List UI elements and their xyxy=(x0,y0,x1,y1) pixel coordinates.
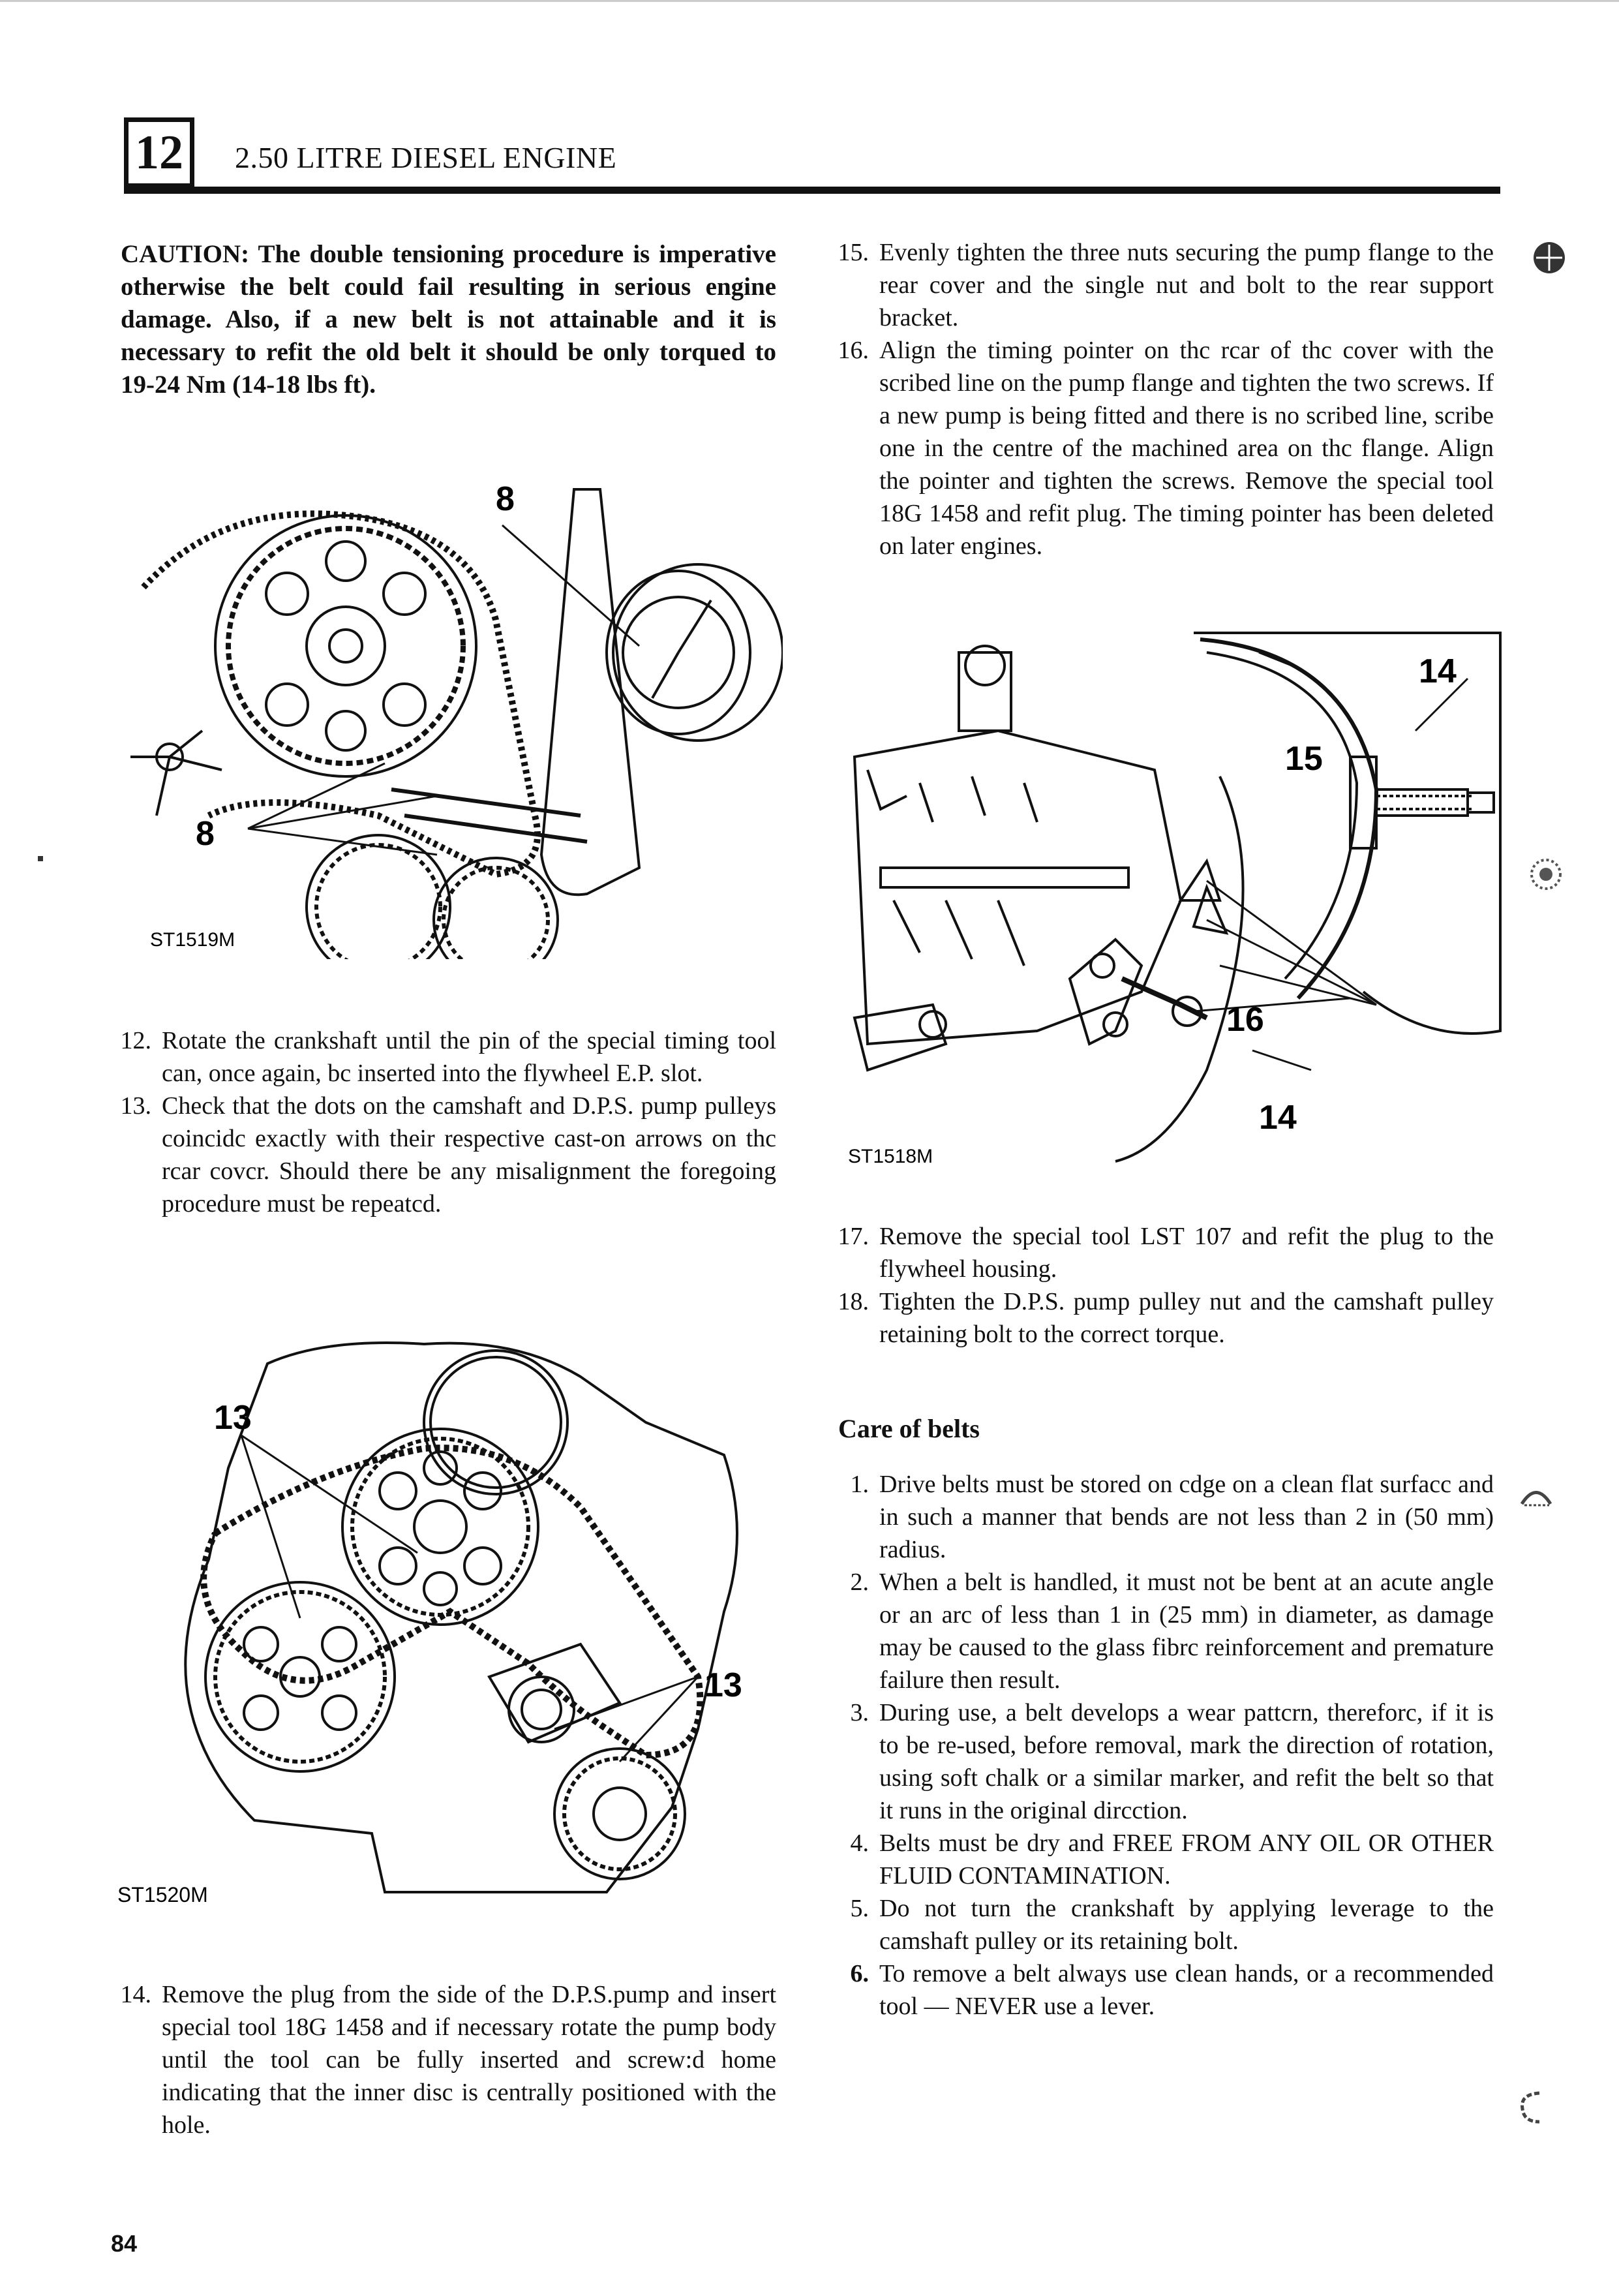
item-text: When a belt is handled, it must not be bent at an acute angle or an arc of less than 1 in (25 mm) in diameter, as damage may be caused to the glass fibrc reinforcement and premature failure then result. xyxy=(879,1569,1494,1694)
care-item-2 xyxy=(828,1566,1494,1696)
page-title: 2.50 LITRE DIESEL ENGINE xyxy=(235,141,617,174)
header-rule xyxy=(124,187,1500,194)
item-text: Do not turn the crankshaft by applying leverage to the camshaft pulley or its retaining bolt. xyxy=(879,1895,1494,1955)
top-border xyxy=(0,0,1619,2)
step-15 xyxy=(828,236,1494,334)
page-number: 84 xyxy=(111,2230,138,2257)
care-of-belts-heading: Care of belts xyxy=(838,1414,980,1443)
dps-pump-timing-drawing xyxy=(841,626,1507,1168)
item-number: 2. xyxy=(850,1569,869,1596)
care-item-5 xyxy=(828,1892,1494,1957)
steps-15-16 xyxy=(828,236,1494,562)
step-17 xyxy=(828,1220,1494,1285)
item-text: Belts must be dry and FREE FROM ANY OIL OR OTHER FLUID CONTAMINATION. xyxy=(879,1829,1494,1890)
steps-12-13 xyxy=(111,1024,776,1220)
callout-8-top: 8 xyxy=(496,480,515,518)
step-number: 16. xyxy=(838,337,869,364)
care-of-belts-list xyxy=(828,1468,1494,2023)
item-number: 6. xyxy=(850,1960,869,1987)
step-number: 17. xyxy=(838,1223,869,1250)
item-number: 4. xyxy=(850,1829,869,1857)
margin-mark-icon xyxy=(1513,2088,1552,2127)
step-text: Tighten the D.P.S. pump pulley nut and the camshaft pulley retaining bolt to the correct torque. xyxy=(879,1288,1494,1348)
engine-timing-tool-drawing xyxy=(130,450,783,959)
callout-15: 15 xyxy=(1285,740,1323,778)
item-text: During use, a belt develops a wear pattcrn, thereforc, if it is to be re-used, before removal, mark the direction of rotation, using soft chalk or a similar marker, and refit the belt so that it runs in the original dircction. xyxy=(879,1699,1494,1824)
figure-st1519m xyxy=(130,450,783,959)
margin-mark-icon xyxy=(1526,855,1566,894)
figure-st1520m xyxy=(111,1338,776,1925)
step-text: Align the timing pointer on thc rcar of thc cover with the scribed line on the pump flange and tighten the two screws. If a new pump is being fitted and there is no scribed line, scribe one in the centre of the machined area on thc flange. Align the pointer and tighten the screws. Remove the special tool 18G 1458 and refit plug. The timing pointer has been deleted on later engines. xyxy=(879,337,1494,560)
margin-mark-icon xyxy=(1530,238,1569,277)
callout-8-left: 8 xyxy=(196,815,215,853)
step-16 xyxy=(828,334,1494,562)
step-number: 12. xyxy=(120,1027,151,1054)
figure-code-st1518m: ST1518M xyxy=(848,1146,933,1167)
step-14 xyxy=(111,1978,776,2141)
steps-17-18 xyxy=(828,1220,1494,1351)
caution-note: CAUTION: The double tensioning procedure is imperative otherwise the belt could fail resulting in serious engine damage. Also, if a new belt is not attainable and it is necessary to refit the old belt it should be only torqued to 19-24 Nm (14-18 lbs ft). xyxy=(121,240,776,399)
step-18 xyxy=(828,1285,1494,1351)
front-cover-gears-drawing xyxy=(111,1338,776,1925)
figure-st1518m xyxy=(841,626,1507,1168)
figure-code-st1520m: ST1520M xyxy=(117,1883,208,1906)
care-item-3 xyxy=(828,1696,1494,1827)
item-text: Drive belts must be stored on cdge on a clean flat surfacc and in such a manner that bends are not less than 2 in (50 mm) radius. xyxy=(879,1471,1494,1563)
callout-16: 16 xyxy=(1226,1001,1264,1039)
care-item-4 xyxy=(828,1827,1494,1892)
callout-14-bottom: 14 xyxy=(1259,1099,1297,1137)
step-number: 13. xyxy=(120,1092,151,1120)
margin-mark-icon xyxy=(1517,1478,1556,1517)
step-text: Check that the dots on the camshaft and D.P.S. pump pulleys coincidc exactly with their respective cast-on arrows on thc rcar covcr. Should there be any misalignment the foregoing procedure must be repeatcd. xyxy=(162,1092,776,1217)
step-number: 15. xyxy=(838,239,869,266)
callout-13-left: 13 xyxy=(214,1399,252,1437)
item-text: To remove a belt always use clean hands, or a recommended tool — NEVER use a lever. xyxy=(879,1960,1494,2020)
step-number: 18. xyxy=(838,1288,869,1315)
figure-code-st1519m: ST1519M xyxy=(150,929,235,951)
item-number: 1. xyxy=(850,1471,869,1498)
step-text: Evenly tighten the three nuts securing the pump flange to the rear cover and the single nut and bolt to the rear support bracket. xyxy=(879,239,1494,331)
item-number: 5. xyxy=(850,1895,869,1922)
step-text: Remove the special tool LST 107 and refit the plug to the flywheel housing. xyxy=(879,1223,1494,1283)
stray-mark xyxy=(38,856,43,861)
step-text: Rotate the crankshaft until the pin of the special timing tool can, once again, bc inserted into the flywheel E.P. slot. xyxy=(162,1027,776,1087)
step-13 xyxy=(111,1090,776,1220)
step-text: Remove the plug from the side of the D.P.S.pump and insert special tool 18G 1458 and if necessary rotate the pump body until the tool can be fully inserted and screw:d home indicating that the inner disc is centrally positioned with the hole. xyxy=(162,1981,776,2139)
step-14-block xyxy=(111,1978,776,2141)
step-number: 14. xyxy=(120,1981,151,2008)
care-item-1 xyxy=(828,1468,1494,1566)
callout-14-top: 14 xyxy=(1419,652,1457,690)
callout-13-right: 13 xyxy=(704,1666,742,1704)
care-item-6 xyxy=(828,1957,1494,2023)
step-12 xyxy=(111,1024,776,1090)
item-number: 3. xyxy=(850,1699,869,1726)
section-number-box: 12 xyxy=(124,117,194,188)
